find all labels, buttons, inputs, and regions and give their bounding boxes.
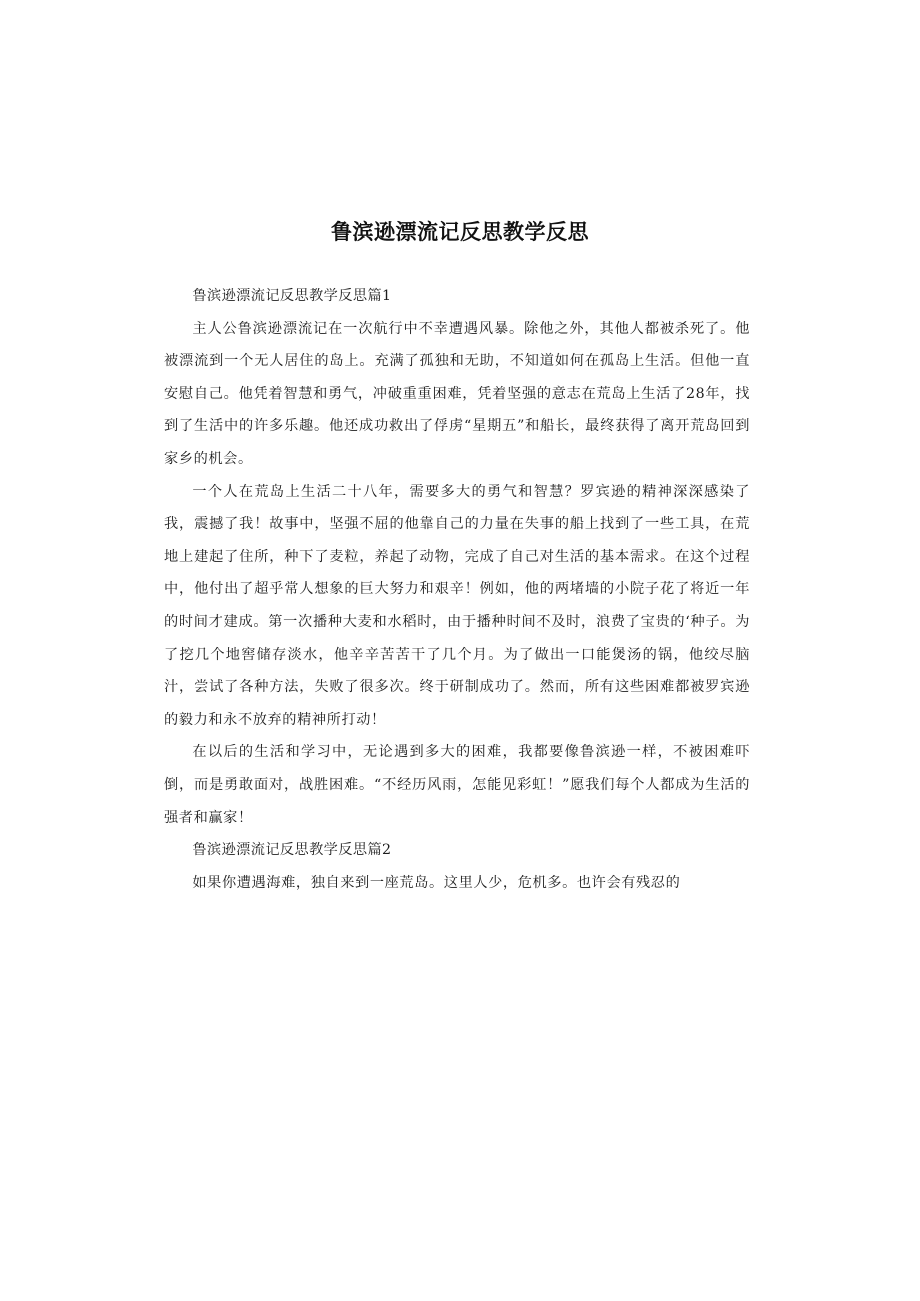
section-heading-2: 鲁滨逊漂流记反思教学反思篇2 (192, 842, 392, 859)
section-heading-1: 鲁滨逊漂流记反思教学反思篇1 (192, 288, 392, 304)
paragraph-2: 一个人在荒岛上生活二十八年，需要多大的勇气和智慧？罗宾逊的精神深深感染了我，震撼了我！故事中，坚强不屈的他靠自己的力量在失事的船上找到了一些工具，在荒地上建起了住所，种下了麦粒，养起了动物，完成了自己对生活的基本需求。在这个过程中，他付出了超乎常人想象的巨大努力和艰辛！例如，他的两堵墙的小院子花了将近一年的时间才建成。第一次播种大麦和水稻时，由于播种时间不及时，浪费了宝贵的‘种子。为了挖几个地窖储存淡水，他辛辛苦苦干了几个月。为了做出一口能煲汤的锅，他绞尽脑汁，尝试了各种方法，失败了很多次。终于研制成功了。然而，所有这些困难都被罗宾逊的毅力和永不放弃的精神所打动！ (164, 483, 750, 728)
paragraph-1: 主人公鲁滨逊漂流记在一次航行中不幸遭遇风暴。除他之外，其他人都被杀死了。他被漂流到一个无人居住的岛上。充满了孤独和无助，不知道如何在孤岛上生活。但他一直安慰自己。他凭着智慧和勇气，冲破重重困难，凭着坚强的意志在荒岛上生活了28年，找到了生活中的许多乐趣。他还成功救出了俘虏“星期五”和船长，最终获得了离开荒岛回到家乡的机会。 (164, 320, 750, 467)
document-body (164, 280, 750, 899)
paragraph-3: 在以后的生活和学习中，无论遇到多大的困难，我都要像鲁滨逊一样，不被困难吓倒，而是勇敢面对，战胜困难。“不经历风雨，怎能见彩虹！”愿我们每个人都成为生活的强者和赢家！ (164, 744, 750, 826)
document-title: 鲁滨逊漂流记反思教学反思 (331, 220, 589, 244)
paragraph-4: 如果你遭遇海难，独自来到一座荒岛。这里人少，危机多。也许会有残忍的 (192, 874, 681, 891)
